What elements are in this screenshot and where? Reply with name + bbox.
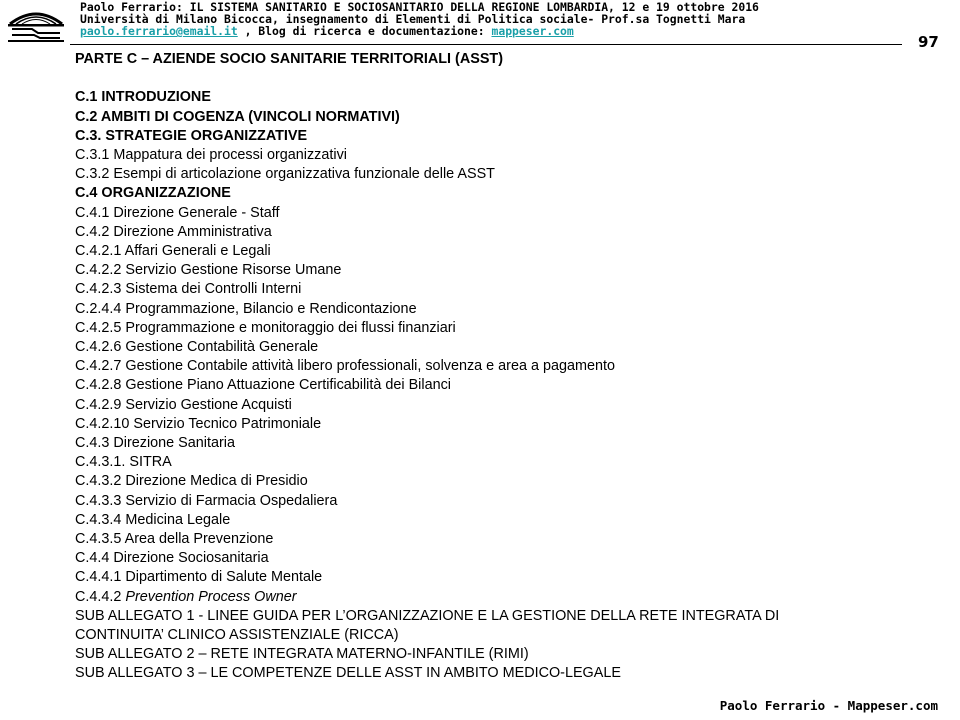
toc-item: C.4.3.1. SITRA <box>75 454 172 471</box>
toc-list <box>75 88 935 683</box>
toc-item: C.4.2.5 Programmazione e monitoraggio dei flussi finanziari <box>75 319 456 336</box>
document-header <box>80 1 880 37</box>
toc-item: C.4.2.6 Gestione Contabilità Generale <box>75 339 319 356</box>
toc-item: SUB ALLEGATO 3 – LE COMPETENZE DELLE ASST IN AMBITO MEDICO-LEGALE <box>75 665 621 682</box>
toc-item: C.4.2.1 Affari Generali e Legali <box>75 243 271 260</box>
header-blog-text: , Blog di ricerca e documentazione: <box>237 24 492 38</box>
header-divider <box>70 44 902 45</box>
header-line-2: Università di Milano Bicocca, insegnamento di Elementi di Politica sociale- Prof.sa Tognetti Mara <box>80 12 746 26</box>
email-link[interactable]: paolo.ferrario@email.it <box>80 24 238 38</box>
toc-item-italic-label: Prevention Process Owner <box>125 588 297 605</box>
page-number: 97 <box>918 33 939 51</box>
toc-item: C.4.1 Direzione Generale - Staff <box>75 204 280 221</box>
footer-credit: Paolo Ferrario - Mappeser.com <box>719 698 938 713</box>
toc-item: C.3. STRATEGIE ORGANIZZATIVE <box>75 127 308 144</box>
toc-item: C.4.3 Direzione Sanitaria <box>75 435 235 452</box>
section-title: PARTE C – AZIENDE SOCIO SANITARIE TERRITORIALI (ASST) <box>75 51 504 67</box>
toc-item: CONTINUITA’ CLINICO ASSISTENZIALE (RICCA) <box>75 627 399 644</box>
toc-item: C.4.2.3 Sistema dei Controlli Interni <box>75 281 302 298</box>
toc-item-number: C.4.4.2 <box>75 588 126 605</box>
toc-item: C.4.3.2 Direzione Medica di Presidio <box>75 473 308 490</box>
toc-item: C.4.4 Direzione Sociosanitaria <box>75 550 269 567</box>
toc-item: C.1 INTRODUZIONE <box>75 89 211 106</box>
header-line-3 <box>80 25 880 37</box>
toc-item: C.4.2.7 Gestione Contabile attività libero professionali, solvenza e area a pagamento <box>75 358 615 375</box>
toc-item: C.2.4.4 Programmazione, Bilancio e Rendicontazione <box>75 300 417 317</box>
toc-item: C.3.1 Mappatura dei processi organizzativi <box>75 147 347 163</box>
toc-item: C.4.4.1 Dipartimento di Salute Mentale <box>75 569 323 586</box>
toc-item: C.4.3.3 Servizio di Farmacia Ospedaliera <box>75 492 338 509</box>
toc-item <box>75 588 935 607</box>
table-of-contents <box>75 50 935 684</box>
toc-item: C.4.2 Direzione Amministrativa <box>75 223 272 240</box>
toc-item: C.3.2 Esempi di articolazione organizzativa funzionale delle ASST <box>75 166 495 183</box>
toc-item: C.4.3.4 Medicina Legale <box>75 511 231 528</box>
toc-item: C.4.2.8 Gestione Piano Attuazione Certificabilità dei Bilanci <box>75 377 451 394</box>
toc-item: SUB ALLEGATO 2 – RETE INTEGRATA MATERNO-INFANTILE (RIMI) <box>75 646 529 663</box>
spacer <box>75 69 935 88</box>
toc-item: C.4.2.2 Servizio Gestione Risorse Umane <box>75 262 342 279</box>
logo-icon <box>4 2 68 44</box>
header-line-1: Paolo Ferrario: IL SISTEMA SANITARIO E SOCIOSANITARIO DELLA REGIONE LOMBARDIA, 12 e 19 ottobre 2016 <box>80 0 759 14</box>
toc-item: SUB ALLEGATO 1 - LINEE GUIDA PER L’ORGANIZZAZIONE E LA GESTIONE DELLA RETE INTEGRATA DI <box>75 607 780 624</box>
toc-item: C.4.3.5 Area della Prevenzione <box>75 531 274 548</box>
toc-item: C.4 ORGANIZZAZIONE <box>75 185 231 202</box>
toc-item: C.4.2.10 Servizio Tecnico Patrimoniale <box>75 415 322 432</box>
site-link[interactable]: mappeser.com <box>491 24 574 38</box>
toc-item: C.2 AMBITI DI COGENZA (VINCOLI NORMATIVI) <box>75 108 400 125</box>
toc-item: C.4.2.9 Servizio Gestione Acquisti <box>75 396 292 413</box>
